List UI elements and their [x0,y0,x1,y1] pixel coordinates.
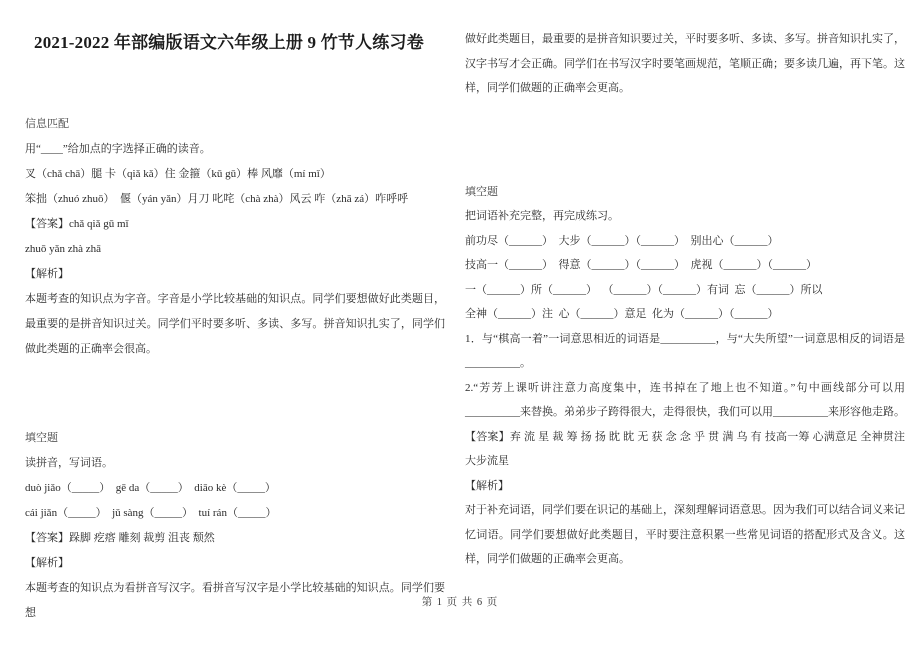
answer-label: 【答案】 [465,430,510,443]
analysis-label: 【解析】 [25,268,69,280]
answer-label: 【答案】 [25,532,69,544]
right-column [465,27,908,572]
answer-label: 【答案】 [25,218,69,230]
pinyin-choice-line-2: 笨拙（zhuó zhuō） 偃（yán yǎn）月刀 叱咤（chà zhà）风云 咋（zhā zá）咋呼呼 [25,193,409,205]
analysis-label: 【解析】 [25,557,69,569]
answer-text: 弃 流 星 裁 筹 扬 扬 眈 眈 无 获 念 念 乎 贯 满 乌 有 技高一筹 心满意足 全神贯注 大步流星 [465,430,908,467]
section-label-fill-blank: 填空题 [25,432,58,444]
word-complete-instruction: 把词语补充完整，再完成练习。 [465,210,619,222]
sub-question-1: 1．与“棋高一着”一词意思相近的词语是__________，与“大失所望”一词意思相反的词语是__________。 [465,332,905,369]
word-blank-line-4: 全神（______）注 心（______）意足 化为（______）（______） [465,308,779,320]
word-blank-line-2: 技高一（______） 得意（______）（______） 虎视（______）（______） [465,259,817,271]
pronunciation-instruction: 用“____”给加点的字选择正确的读音。 [25,143,211,155]
pinyin-write-instruction: 读拼音，写词语。 [25,457,113,469]
answer-text-2: zhuō yǎn zhà zhā [25,243,102,255]
answer-text-1: chǎ qiǎ gū mǐ [69,218,129,230]
sub-question-2: 2.“芳芳上课听讲注意力高度集中，连书掉在了地上也不知道。”句中画线部分可以用__________来替换。弟弟步子跨得很大，走得很快，我们可以用__________来形容他走路。 [465,381,905,418]
answer-text: 跺脚 疙瘩 雕刻 裁剪 沮丧 颓然 [69,532,215,544]
word-blank-line-1: 前功尽（______） 大步（______）（______） 别出心（______） [465,234,779,247]
analysis-label: 【解析】 [465,479,509,492]
pinyin-write-line-1: duò jiǎo（_____） gē da（_____） diāo kè（_____） [25,482,276,494]
left-column [25,30,445,626]
page-title: 2021-2022 年部编版语文六年级上册 9 竹节人练习卷 [34,33,424,52]
analysis-continuation: 做好此类题目，最重要的是拼音知识要过关，平时要多听、多读、多写。拼音知识扎实了，汉字书写才会正确。同学们在书写汉字时要笔画规范，笔顺正确；要多读几遍，再下笔。这样，同学们做题的正确率会更高。 [465,33,905,94]
answer-line [465,425,908,474]
pinyin-choice-line-1: 叉（chǎ chā）腿 卡（qiǎ kǎ）住 金箍（kū gū）棒 风靡（mí mǐ） [25,168,331,180]
analysis-text: 本题考查的知识点为字音。字音是小学比较基础的知识点。同学们要想做好此类题目，最重要的是拼音知识过关。同学们平时要多听、多读、多写。拼音知识扎实了，同学们做此类题的正确率会很高。 [25,293,445,355]
analysis-text: 对于补充词语，同学们要在识记的基础上，深刻理解词语意思。因为我们可以结合词义来记忆词语。同学们要想做好此类题目，平时要注意积累一些常见词语的搭配形式及含义。这样，同学们做题的正确率会更高。 [465,504,905,565]
page-footer: 第 1 页 共 6 页 [421,597,499,608]
analysis-text: 本题考查的知识点为看拼音写汉字。看拼音写汉字是小学比较基础的知识点。同学们要想 [25,582,445,619]
answer-line [25,212,445,237]
section-label-info-match: 信息匹配 [25,118,69,130]
word-blank-line-3: 一（______）所（______） （______）（______）有词 忘（______）所以 [465,283,823,296]
pinyin-write-line-2: cái jiǎn（_____） jǔ sàng（_____） tuí rán（_____） [25,507,277,519]
answer-line [25,526,445,551]
section-label-fill-blank: 填空题 [465,185,498,198]
